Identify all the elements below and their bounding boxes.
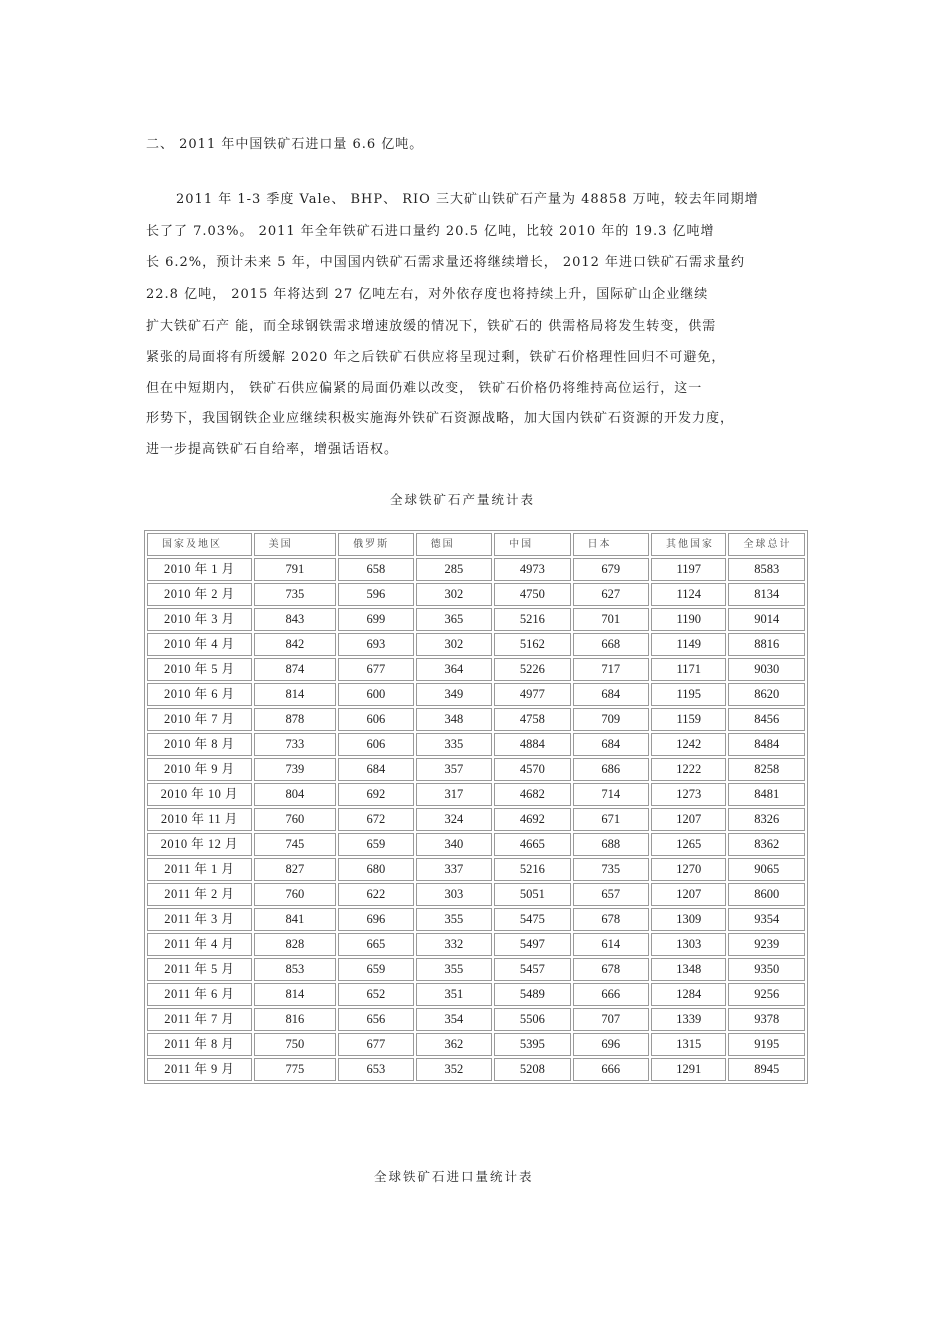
paragraph-line: 2011 年 1-3 季度 Vale、 BHP、 RIO 三大矿山铁矿石产量为 48858 万吨，较去年同期增 — [176, 192, 759, 207]
value-cell: 627 — [573, 583, 649, 606]
month-cell: 2010 年 1 月 — [147, 558, 252, 581]
value-cell: 5226 — [494, 658, 570, 681]
table-row — [147, 933, 805, 956]
value-cell: 362 — [416, 1033, 492, 1056]
table-row — [147, 783, 805, 806]
value-cell: 658 — [338, 558, 413, 581]
value-cell: 4977 — [494, 683, 570, 706]
month-cell: 2011 年 4 月 — [147, 933, 252, 956]
value-cell: 5506 — [494, 1008, 570, 1031]
value-cell: 4758 — [494, 708, 570, 731]
value-cell: 9378 — [728, 1008, 805, 1031]
value-cell: 9065 — [728, 858, 805, 881]
table-row — [147, 908, 805, 931]
iron-ore-production-table — [144, 530, 808, 1084]
value-cell: 303 — [416, 883, 492, 906]
table-row — [147, 808, 805, 831]
paragraph-line: 长了了 7.03%。 2011 年全年铁矿石进口量约 20.5 亿吨，比较 2010 年的 19.3 亿吨增 — [146, 224, 715, 239]
value-cell: 5497 — [494, 933, 570, 956]
value-cell: 684 — [573, 733, 649, 756]
value-cell: 659 — [338, 958, 413, 981]
column-header: 俄罗斯 — [338, 533, 413, 556]
month-cell: 2011 年 8 月 — [147, 1033, 252, 1056]
value-cell: 678 — [573, 958, 649, 981]
value-cell: 750 — [254, 1033, 337, 1056]
column-header: 德国 — [416, 533, 492, 556]
value-cell: 9354 — [728, 908, 805, 931]
table-row — [147, 733, 805, 756]
value-cell: 9239 — [728, 933, 805, 956]
value-cell: 5475 — [494, 908, 570, 931]
table-row — [147, 1058, 805, 1081]
table-row — [147, 983, 805, 1006]
value-cell: 760 — [254, 883, 337, 906]
paragraph-line: 22.8 亿吨， 2015 年将达到 27 亿吨左右，对外依存度也将持续上升，国际矿山企业继续 — [146, 287, 709, 302]
value-cell: 701 — [573, 608, 649, 631]
value-cell: 5457 — [494, 958, 570, 981]
month-cell: 2010 年 6 月 — [147, 683, 252, 706]
value-cell: 5489 — [494, 983, 570, 1006]
value-cell: 668 — [573, 633, 649, 656]
table-row — [147, 683, 805, 706]
footer-caption: 全球铁矿石进口量统计表 — [374, 1169, 534, 1184]
value-cell: 1207 — [651, 883, 726, 906]
value-cell: 365 — [416, 608, 492, 631]
value-cell: 874 — [254, 658, 337, 681]
value-cell: 337 — [416, 858, 492, 881]
month-cell: 2010 年 3 月 — [147, 608, 252, 631]
table-header-row — [147, 533, 805, 556]
value-cell: 814 — [254, 683, 337, 706]
value-cell: 1348 — [651, 958, 726, 981]
table-title: 全球铁矿石产量统计表 — [390, 492, 536, 507]
month-cell: 2010 年 7 月 — [147, 708, 252, 731]
value-cell: 696 — [338, 908, 413, 931]
value-cell: 8583 — [728, 558, 805, 581]
value-cell: 678 — [573, 908, 649, 931]
table-row — [147, 583, 805, 606]
month-cell: 2011 年 5 月 — [147, 958, 252, 981]
value-cell: 804 — [254, 783, 337, 806]
month-cell: 2010 年 10 月 — [147, 783, 252, 806]
value-cell: 8362 — [728, 833, 805, 856]
value-cell: 842 — [254, 633, 337, 656]
month-cell: 2010 年 9 月 — [147, 758, 252, 781]
value-cell: 692 — [338, 783, 413, 806]
value-cell: 1303 — [651, 933, 726, 956]
value-cell: 355 — [416, 958, 492, 981]
table-row — [147, 833, 805, 856]
value-cell: 9030 — [728, 658, 805, 681]
value-cell: 739 — [254, 758, 337, 781]
value-cell: 1265 — [651, 833, 726, 856]
value-cell: 666 — [573, 1058, 649, 1081]
value-cell: 684 — [573, 683, 649, 706]
value-cell: 364 — [416, 658, 492, 681]
paragraph-line: 紧张的局面将有所缓解 2020 年之后铁矿石供应将呈现过剩，铁矿石价格理性回归不可避免， — [146, 350, 726, 365]
value-cell: 355 — [416, 908, 492, 931]
value-cell: 1284 — [651, 983, 726, 1006]
value-cell: 4750 — [494, 583, 570, 606]
value-cell: 693 — [338, 633, 413, 656]
value-cell: 707 — [573, 1008, 649, 1031]
value-cell: 8484 — [728, 733, 805, 756]
month-cell: 2010 年 11 月 — [147, 808, 252, 831]
value-cell: 1339 — [651, 1008, 726, 1031]
table-row — [147, 1008, 805, 1031]
value-cell: 714 — [573, 783, 649, 806]
value-cell: 1222 — [651, 758, 726, 781]
month-cell: 2010 年 12 月 — [147, 833, 252, 856]
value-cell: 351 — [416, 983, 492, 1006]
value-cell: 8945 — [728, 1058, 805, 1081]
value-cell: 1291 — [651, 1058, 726, 1081]
table-row — [147, 558, 805, 581]
value-cell: 8326 — [728, 808, 805, 831]
paragraph-line: 长 6.2%，预计未来 5 年，中国国内铁矿石需求量还将继续增长， 2012 年进口铁矿石需求量约 — [146, 255, 746, 270]
value-cell: 5051 — [494, 883, 570, 906]
value-cell: 8620 — [728, 683, 805, 706]
value-cell: 622 — [338, 883, 413, 906]
value-cell: 735 — [573, 858, 649, 881]
table-row — [147, 1033, 805, 1056]
value-cell: 1207 — [651, 808, 726, 831]
value-cell: 4570 — [494, 758, 570, 781]
value-cell: 302 — [416, 633, 492, 656]
value-cell: 828 — [254, 933, 337, 956]
value-cell: 302 — [416, 583, 492, 606]
value-cell: 324 — [416, 808, 492, 831]
value-cell: 606 — [338, 708, 413, 731]
value-cell: 699 — [338, 608, 413, 631]
month-cell: 2010 年 4 月 — [147, 633, 252, 656]
column-header: 全球总计 — [728, 533, 805, 556]
value-cell: 285 — [416, 558, 492, 581]
table-row — [147, 858, 805, 881]
month-cell: 2011 年 1 月 — [147, 858, 252, 881]
value-cell: 679 — [573, 558, 649, 581]
value-cell: 4682 — [494, 783, 570, 806]
value-cell: 8600 — [728, 883, 805, 906]
value-cell: 1195 — [651, 683, 726, 706]
value-cell: 5395 — [494, 1033, 570, 1056]
value-cell: 814 — [254, 983, 337, 1006]
value-cell: 1149 — [651, 633, 726, 656]
value-cell: 5162 — [494, 633, 570, 656]
value-cell: 1124 — [651, 583, 726, 606]
value-cell: 332 — [416, 933, 492, 956]
table-row — [147, 633, 805, 656]
month-cell: 2011 年 2 月 — [147, 883, 252, 906]
table-row — [147, 658, 805, 681]
value-cell: 8258 — [728, 758, 805, 781]
value-cell: 8134 — [728, 583, 805, 606]
value-cell: 1171 — [651, 658, 726, 681]
value-cell: 677 — [338, 658, 413, 681]
value-cell: 9195 — [728, 1033, 805, 1056]
column-header: 美国 — [254, 533, 337, 556]
value-cell: 791 — [254, 558, 337, 581]
paragraph-line: 进一步提高铁矿石自给率，增强话语权。 — [146, 442, 399, 457]
table-row — [147, 608, 805, 631]
column-header: 日本 — [573, 533, 649, 556]
month-cell: 2010 年 5 月 — [147, 658, 252, 681]
table-row — [147, 708, 805, 731]
value-cell: 357 — [416, 758, 492, 781]
value-cell: 1197 — [651, 558, 726, 581]
value-cell: 745 — [254, 833, 337, 856]
value-cell: 816 — [254, 1008, 337, 1031]
column-header: 其他国家 — [651, 533, 726, 556]
month-cell: 2010 年 8 月 — [147, 733, 252, 756]
value-cell: 4692 — [494, 808, 570, 831]
value-cell: 853 — [254, 958, 337, 981]
value-cell: 709 — [573, 708, 649, 731]
value-cell: 1309 — [651, 908, 726, 931]
value-cell: 8456 — [728, 708, 805, 731]
value-cell: 1270 — [651, 858, 726, 881]
value-cell: 652 — [338, 983, 413, 1006]
column-header: 中国 — [494, 533, 570, 556]
value-cell: 340 — [416, 833, 492, 856]
value-cell: 600 — [338, 683, 413, 706]
value-cell: 354 — [416, 1008, 492, 1031]
value-cell: 335 — [416, 733, 492, 756]
value-cell: 677 — [338, 1033, 413, 1056]
value-cell: 657 — [573, 883, 649, 906]
value-cell: 4665 — [494, 833, 570, 856]
value-cell: 5208 — [494, 1058, 570, 1081]
value-cell: 1159 — [651, 708, 726, 731]
value-cell: 671 — [573, 808, 649, 831]
value-cell: 4884 — [494, 733, 570, 756]
paragraph-line: 但在中短期内， 铁矿石供应偏紧的局面仍难以改变， 铁矿石价格仍将维持高位运行，这一 — [146, 381, 703, 396]
value-cell: 1242 — [651, 733, 726, 756]
value-cell: 735 — [254, 583, 337, 606]
value-cell: 9256 — [728, 983, 805, 1006]
month-cell: 2010 年 2 月 — [147, 583, 252, 606]
value-cell: 8816 — [728, 633, 805, 656]
month-cell: 2011 年 6 月 — [147, 983, 252, 1006]
paragraph-line: 形势下，我国钢铁企业应继续积极实施海外铁矿石资源战略，加大国内铁矿石资源的开发力度， — [146, 411, 735, 426]
value-cell: 5216 — [494, 608, 570, 631]
value-cell: 684 — [338, 758, 413, 781]
value-cell: 733 — [254, 733, 337, 756]
value-cell: 775 — [254, 1058, 337, 1081]
value-cell: 688 — [573, 833, 649, 856]
table-row — [147, 958, 805, 981]
value-cell: 878 — [254, 708, 337, 731]
value-cell: 717 — [573, 658, 649, 681]
value-cell: 614 — [573, 933, 649, 956]
value-cell: 760 — [254, 808, 337, 831]
value-cell: 659 — [338, 833, 413, 856]
value-cell: 349 — [416, 683, 492, 706]
value-cell: 686 — [573, 758, 649, 781]
value-cell: 672 — [338, 808, 413, 831]
value-cell: 317 — [416, 783, 492, 806]
value-cell: 5216 — [494, 858, 570, 881]
table-row — [147, 758, 805, 781]
column-header: 国家及地区 — [147, 533, 252, 556]
month-cell: 2011 年 7 月 — [147, 1008, 252, 1031]
value-cell: 656 — [338, 1008, 413, 1031]
value-cell: 9350 — [728, 958, 805, 981]
value-cell: 1273 — [651, 783, 726, 806]
section-heading: 二、 2011 年中国铁矿石进口量 6.6 亿吨。 — [146, 137, 424, 152]
value-cell: 666 — [573, 983, 649, 1006]
value-cell: 352 — [416, 1058, 492, 1081]
paragraph-line: 扩大铁矿石产 能，而全球钢铁需求增速放缓的情况下，铁矿石的 供需格局将发生转变，供需 — [146, 319, 717, 334]
value-cell: 827 — [254, 858, 337, 881]
value-cell: 841 — [254, 908, 337, 931]
value-cell: 9014 — [728, 608, 805, 631]
value-cell: 4973 — [494, 558, 570, 581]
value-cell: 348 — [416, 708, 492, 731]
value-cell: 680 — [338, 858, 413, 881]
value-cell: 1315 — [651, 1033, 726, 1056]
value-cell: 8481 — [728, 783, 805, 806]
month-cell: 2011 年 9 月 — [147, 1058, 252, 1081]
month-cell: 2011 年 3 月 — [147, 908, 252, 931]
value-cell: 653 — [338, 1058, 413, 1081]
value-cell: 1190 — [651, 608, 726, 631]
table-row — [147, 883, 805, 906]
value-cell: 606 — [338, 733, 413, 756]
value-cell: 843 — [254, 608, 337, 631]
value-cell: 696 — [573, 1033, 649, 1056]
value-cell: 596 — [338, 583, 413, 606]
value-cell: 665 — [338, 933, 413, 956]
